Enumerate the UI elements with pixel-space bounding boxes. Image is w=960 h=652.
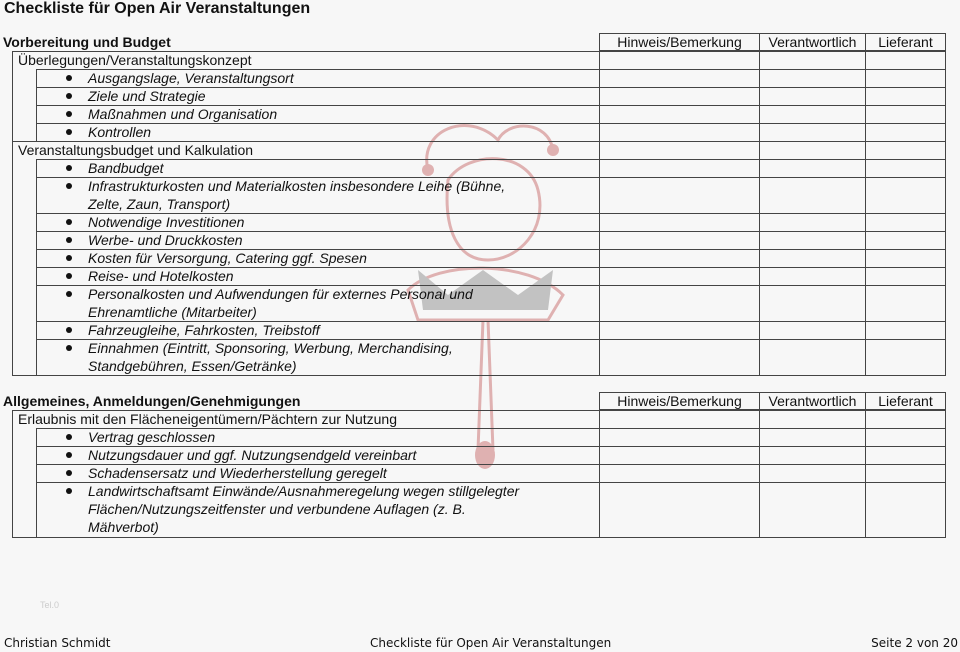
checklist-section (0, 392, 946, 535)
checklist-item-row (0, 464, 946, 482)
row-right-border (945, 249, 946, 267)
item-indent-border (36, 249, 37, 267)
supplier-cell[interactable] (865, 249, 946, 267)
supplier-cell[interactable] (865, 87, 946, 105)
responsible-cell[interactable] (759, 141, 866, 159)
responsible-cell[interactable] (759, 285, 866, 321)
item-label: Standgebühren, Essen/Getränke) (88, 358, 297, 374)
item-indent-border (36, 482, 37, 537)
column-header: Lieferant (865, 392, 946, 410)
remark-cell[interactable] (599, 339, 760, 375)
remark-cell[interactable] (599, 446, 760, 464)
checklist-item-row (0, 446, 946, 464)
checklist-item-row (0, 482, 946, 537)
section-left-border (12, 410, 13, 537)
supplier-cell[interactable] (865, 51, 946, 69)
row-right-border (945, 267, 946, 285)
checklist-item-row (0, 428, 946, 446)
remark-cell[interactable] (599, 285, 760, 321)
item-indent-border (36, 159, 37, 177)
item-label: Kontrollen (88, 124, 152, 140)
category-label: Überlegungen/Veranstaltungskonzept (18, 52, 252, 68)
item-indent-border (36, 231, 37, 249)
footer-document-title: Checkliste für Open Air Veranstaltungen (370, 636, 612, 650)
remark-cell[interactable] (599, 321, 760, 339)
section-bottom-border (12, 375, 946, 376)
row-right-border (945, 428, 946, 446)
item-label: Zelte, Zaun, Transport) (88, 196, 231, 212)
bullet-icon (66, 434, 72, 440)
responsible-cell[interactable] (759, 159, 866, 177)
row-right-border (945, 285, 946, 321)
remark-cell[interactable] (599, 177, 760, 213)
bullet-icon (66, 183, 72, 189)
row-right-border (945, 141, 946, 159)
bullet-icon (66, 219, 72, 225)
supplier-cell[interactable] (865, 159, 946, 177)
row-right-border (945, 51, 946, 69)
responsible-cell[interactable] (759, 464, 866, 482)
row-right-border (945, 339, 946, 375)
bullet-icon (66, 129, 72, 135)
supplier-cell[interactable] (865, 482, 946, 537)
category-row (0, 141, 946, 159)
checklist-item-row (0, 213, 946, 231)
bullet-icon (66, 452, 72, 458)
bullet-icon (66, 165, 72, 171)
item-label: Vertrag geschlossen (88, 429, 216, 445)
supplier-cell[interactable] (865, 285, 946, 321)
item-indent-border (36, 267, 37, 285)
remark-cell[interactable] (599, 123, 760, 141)
item-label: Kosten für Versorgung, Catering ggf. Spesen (88, 250, 367, 266)
supplier-cell[interactable] (865, 177, 946, 213)
item-indent-border (36, 69, 37, 87)
page-title: Checkliste für Open Air Veranstaltungen (4, 0, 311, 17)
row-right-border (945, 87, 946, 105)
item-label: Infrastrukturkosten und Materialkosten insbesondere Leihe (Bühne, (88, 178, 506, 194)
responsible-cell[interactable] (759, 482, 866, 537)
remark-cell[interactable] (599, 105, 760, 123)
item-indent-border (36, 177, 37, 213)
bullet-icon (66, 470, 72, 476)
faint-mark: Tel.0 (40, 600, 60, 610)
responsible-cell[interactable] (759, 87, 866, 105)
row-right-border (945, 231, 946, 249)
item-indent-border (36, 123, 37, 141)
responsible-cell[interactable] (759, 410, 866, 428)
checklist-item-row (0, 69, 946, 87)
remark-cell[interactable] (599, 231, 760, 249)
row-right-border (945, 464, 946, 482)
section-title: Allgemeines, Anmeldungen/Genehmigungen (3, 393, 301, 409)
checklist-item-row (0, 339, 946, 375)
remark-cell[interactable] (599, 482, 760, 537)
row-right-border (945, 482, 946, 537)
responsible-cell[interactable] (759, 339, 866, 375)
item-label: Reise- und Hotelkosten (88, 268, 234, 284)
remark-cell[interactable] (599, 141, 760, 159)
responsible-cell[interactable] (759, 123, 866, 141)
column-header: Verantwortlich (759, 392, 866, 410)
supplier-cell[interactable] (865, 446, 946, 464)
item-label: Einnahmen (Eintritt, Sponsoring, Werbung, Merchandising, (88, 340, 453, 356)
bullet-icon (66, 111, 72, 117)
row-right-border (945, 321, 946, 339)
checklist-item-row (0, 267, 946, 285)
row-right-border (945, 69, 946, 87)
checklist-item-row (0, 87, 946, 105)
bullet-icon (66, 255, 72, 261)
item-indent-border (36, 339, 37, 375)
responsible-cell[interactable] (759, 69, 866, 87)
category-row (0, 51, 946, 69)
responsible-cell[interactable] (759, 177, 866, 213)
responsible-cell[interactable] (759, 231, 866, 249)
supplier-cell[interactable] (865, 141, 946, 159)
bullet-icon (66, 75, 72, 81)
section-left-border (12, 51, 13, 375)
remark-cell[interactable] (599, 213, 760, 231)
responsible-cell[interactable] (759, 446, 866, 464)
bullet-icon (66, 273, 72, 279)
responsible-cell[interactable] (759, 213, 866, 231)
supplier-cell[interactable] (865, 123, 946, 141)
bullet-icon (66, 327, 72, 333)
column-header: Verantwortlich (759, 33, 866, 51)
bullet-icon (66, 291, 72, 297)
bullet-icon (66, 345, 72, 351)
item-indent-border (36, 464, 37, 482)
remark-cell[interactable] (599, 267, 760, 285)
checklist-item-row (0, 321, 946, 339)
item-label: Werbe- und Druckkosten (88, 232, 243, 248)
section-header (0, 392, 946, 410)
responsible-cell[interactable] (759, 249, 866, 267)
remark-cell[interactable] (599, 249, 760, 267)
item-label: Bandbudget (88, 160, 164, 176)
supplier-cell[interactable] (865, 428, 946, 446)
supplier-cell[interactable] (865, 339, 946, 375)
category-label: Veranstaltungsbudget und Kalkulation (18, 142, 254, 158)
item-indent-border (36, 87, 37, 105)
responsible-cell[interactable] (759, 428, 866, 446)
row-right-border (945, 410, 946, 428)
item-indent-border (36, 428, 37, 446)
item-label: Landwirtschaftsamt Einwände/Ausnahmeregelung wegen stillgelegter (88, 483, 520, 499)
supplier-cell[interactable] (865, 321, 946, 339)
supplier-cell[interactable] (865, 464, 946, 482)
row-right-border (945, 446, 946, 464)
row-right-border (945, 159, 946, 177)
remark-cell[interactable] (599, 87, 760, 105)
remark-cell[interactable] (599, 51, 760, 69)
row-right-border (945, 213, 946, 231)
item-label: Ehrenamtliche (Mitarbeiter) (88, 304, 257, 320)
category-row (0, 410, 946, 428)
remark-cell[interactable] (599, 159, 760, 177)
item-indent-border (36, 105, 37, 123)
footer-author: Christian Schmidt (4, 636, 111, 650)
remark-cell[interactable] (599, 69, 760, 87)
item-indent-border (36, 285, 37, 321)
supplier-cell[interactable] (865, 267, 946, 285)
section-header (0, 33, 946, 51)
row-right-border (945, 123, 946, 141)
checklist-item-row (0, 177, 946, 213)
supplier-cell[interactable] (865, 410, 946, 428)
remark-cell[interactable] (599, 428, 760, 446)
item-label: Ziele und Strategie (88, 88, 206, 104)
remark-cell[interactable] (599, 410, 760, 428)
item-label: Maßnahmen und Organisation (88, 106, 278, 122)
item-indent-border (36, 321, 37, 339)
supplier-cell[interactable] (865, 231, 946, 249)
item-indent-border (36, 213, 37, 231)
item-label: Mähverbot) (88, 519, 159, 535)
item-label: Personalkosten und Aufwendungen für externes Personal und (88, 286, 473, 302)
remark-cell[interactable] (599, 464, 760, 482)
supplier-cell[interactable] (865, 213, 946, 231)
section-bottom-border (12, 537, 946, 538)
responsible-cell[interactable] (759, 51, 866, 69)
responsible-cell[interactable] (759, 267, 866, 285)
column-header: Hinweis/Bemerkung (599, 33, 760, 51)
responsible-cell[interactable] (759, 321, 866, 339)
supplier-cell[interactable] (865, 69, 946, 87)
checklist-item-row (0, 123, 946, 141)
item-label: Ausgangslage, Veranstaltungsort (88, 70, 294, 86)
checklist-section (0, 33, 946, 374)
section-title: Vorbereitung und Budget (3, 34, 171, 50)
item-indent-border (36, 446, 37, 464)
item-label: Nutzungsdauer und ggf. Nutzungsendgeld vereinbart (88, 447, 417, 463)
item-label: Notwendige Investitionen (88, 214, 245, 230)
item-label: Schadensersatz und Wiederherstellung geregelt (88, 465, 387, 481)
checklist-item-row (0, 231, 946, 249)
checklist-item-row (0, 285, 946, 321)
row-right-border (945, 105, 946, 123)
supplier-cell[interactable] (865, 105, 946, 123)
checklist-item-row (0, 249, 946, 267)
footer-page-number: Seite 2 von 20 (871, 636, 958, 650)
bullet-icon (66, 93, 72, 99)
item-label: Fahrzeugleihe, Fahrkosten, Treibstoff (88, 322, 320, 338)
category-label: Erlaubnis mit den Flächeneigentümern/Pächtern zur Nutzung (18, 411, 397, 427)
row-right-border (945, 177, 946, 213)
column-header: Lieferant (865, 33, 946, 51)
item-label: Flächen/Nutzungszeitfenster und verbundene Auflagen (z. B. (88, 501, 466, 517)
bullet-icon (66, 488, 72, 494)
checklist-item-row (0, 105, 946, 123)
column-header: Hinweis/Bemerkung (599, 392, 760, 410)
responsible-cell[interactable] (759, 105, 866, 123)
bullet-icon (66, 237, 72, 243)
checklist-item-row (0, 159, 946, 177)
